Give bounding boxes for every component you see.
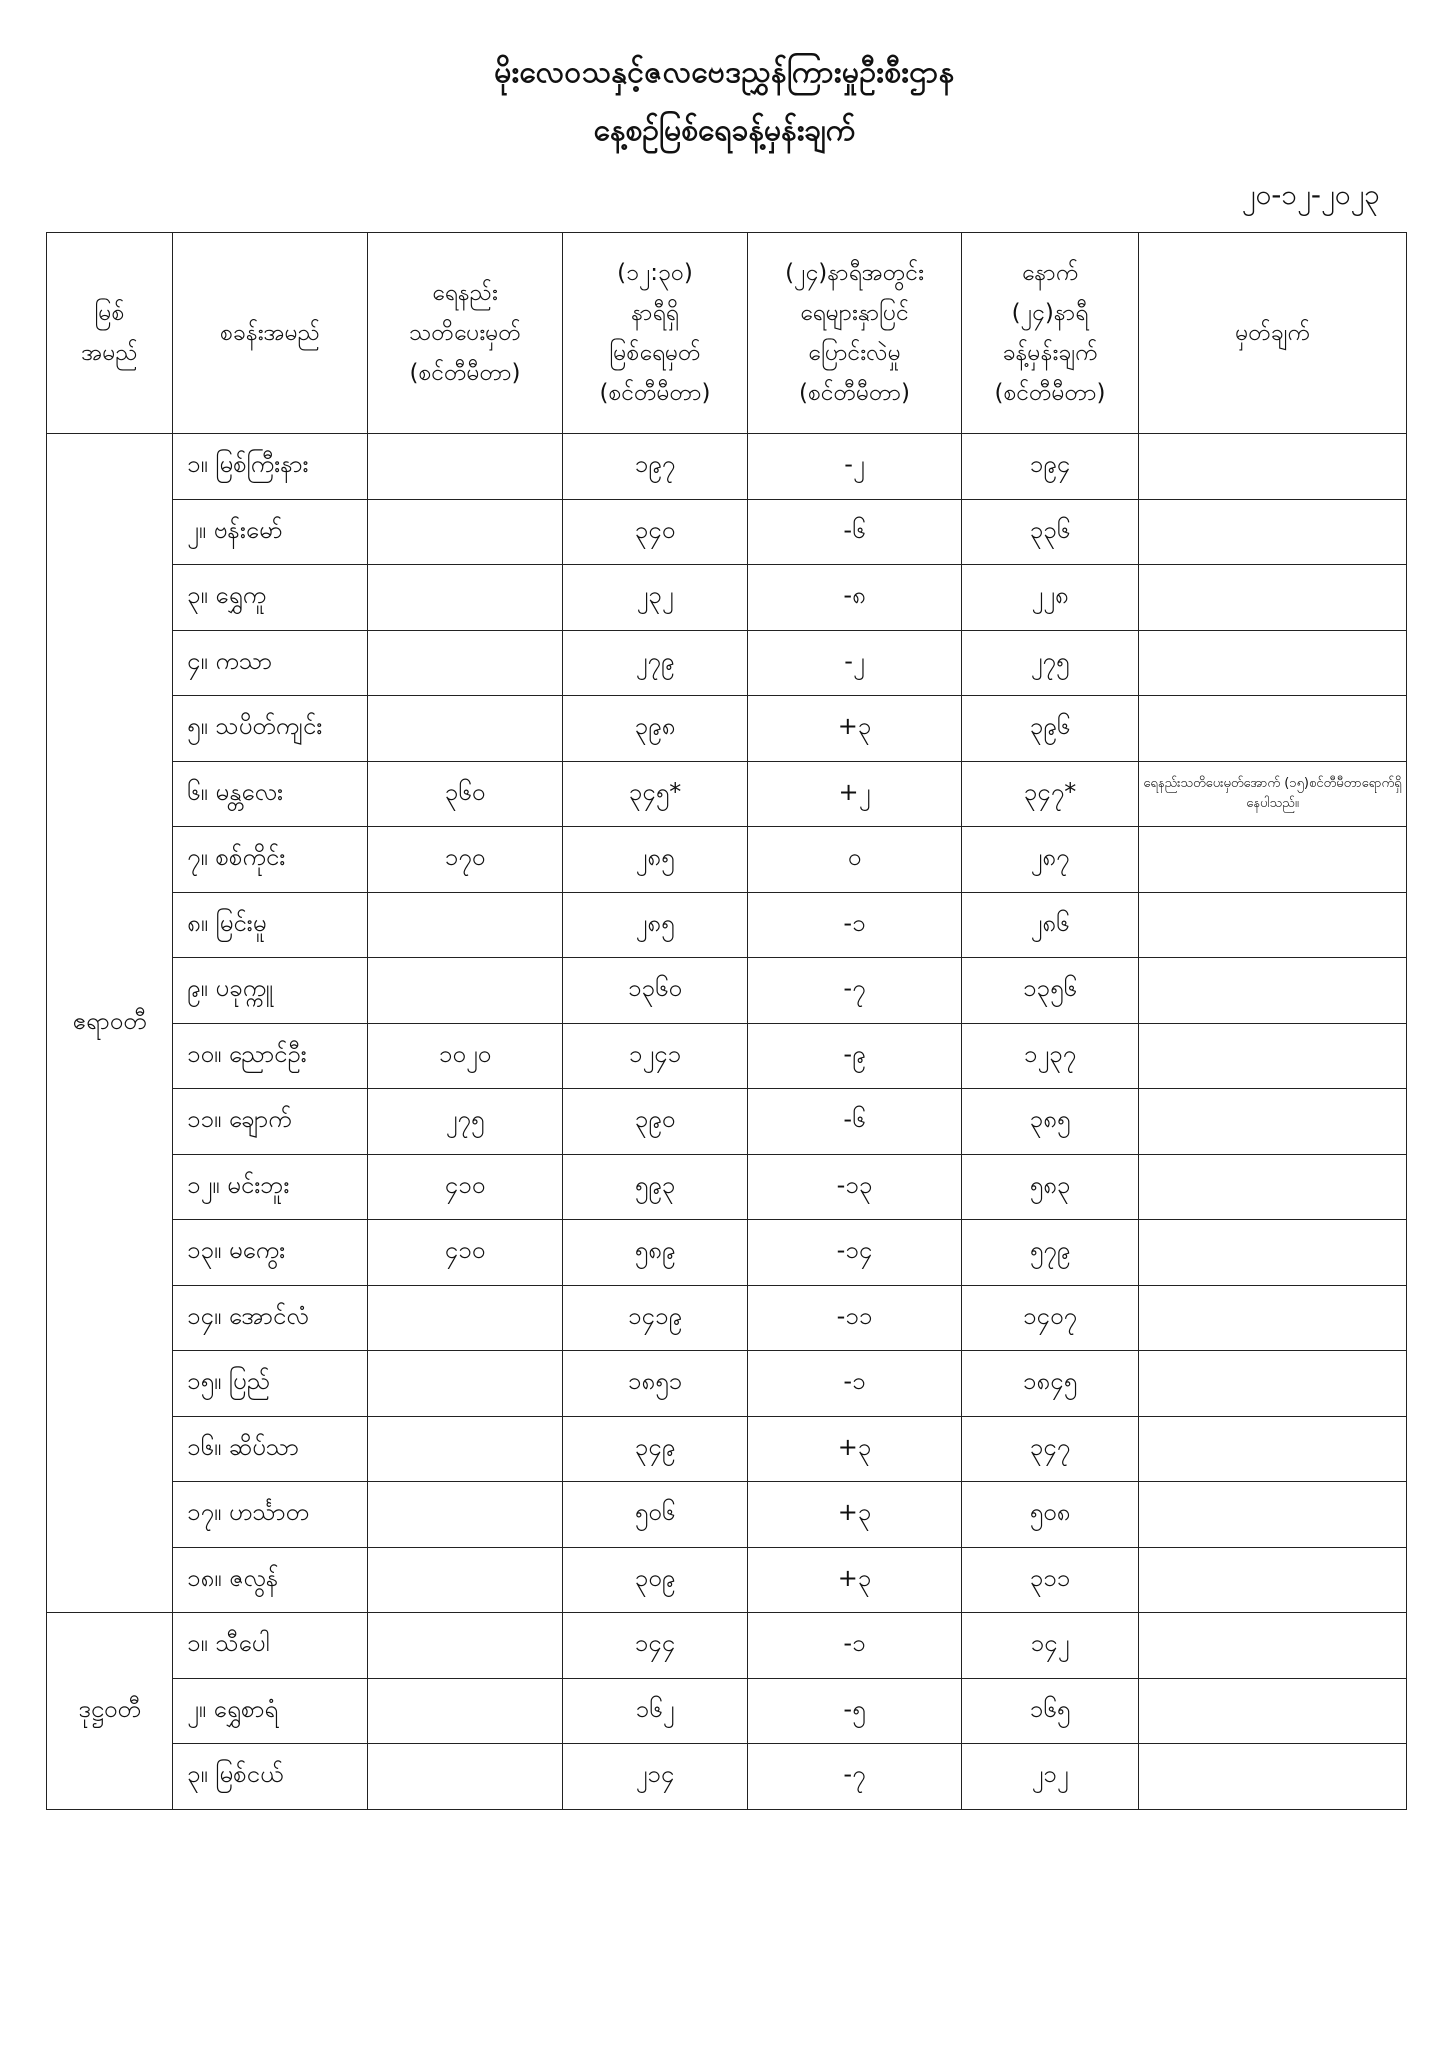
forecast-cell: ၂၈၆ [962,892,1139,958]
danger-level-cell [368,1285,563,1351]
station-cell: ၁၂။ မင်းဘူး [173,1154,368,1220]
remark-cell [1139,1285,1407,1351]
change-cell: -၆ [748,499,962,565]
danger-level-cell [368,1416,563,1482]
danger-level-cell [368,1744,563,1810]
change-cell: -၇ [748,958,962,1024]
table-body [47,434,1407,1810]
change-cell: +၂ [748,761,962,827]
forecast-cell: ၁၃၅၆ [962,958,1139,1024]
table-row [47,1613,1407,1679]
header-remarks: မှတ်ချက် [1139,233,1407,434]
change-cell: -၁ [748,1613,962,1679]
table-row [47,1744,1407,1810]
forecast-cell: ၁၆၅ [962,1678,1139,1744]
station-cell: ၄။ ကသာ [173,630,368,696]
remark-cell [1139,434,1407,500]
header-24h-change: (၂၄)နာရီအတွင်း ရေများနှာပြင် ပြောင်းလဲမှု (စင်တီမီတာ) [748,233,962,434]
forecast-cell: ၂၁၂ [962,1744,1139,1810]
station-cell: ၁၄။ အောင်လံ [173,1285,368,1351]
station-cell: ၁၃။ မကွေး [173,1220,368,1286]
header-station: စခန်းအမည် [173,233,368,434]
forecast-cell: ၁၄၂ [962,1613,1139,1679]
remark-cell [1139,1416,1407,1482]
table-row [47,434,1407,500]
current-level-cell: ၂၈၅ [563,892,748,958]
station-cell: ၁၈။ ဇလွန် [173,1547,368,1613]
danger-level-cell [368,1351,563,1417]
station-cell: ၃။ မြစ်ငယ် [173,1744,368,1810]
header-forecast: နောက် (၂၄)နာရီ ခန့်မှန်းချက် (စင်တီမီတာ) [962,233,1139,434]
remark-cell [1139,892,1407,958]
river-forecast-table [46,232,1407,1810]
station-cell: ၁၅။ ပြည် [173,1351,368,1417]
station-cell: ၁၆။ ဆိပ်သာ [173,1416,368,1482]
current-level-cell: ၂၃၂ [563,565,748,631]
forecast-cell: ၂၂၈ [962,565,1139,631]
remark-cell [1139,1678,1407,1744]
current-level-cell: ၂၁၄ [563,1744,748,1810]
danger-level-cell: ၄၁၀ [368,1220,563,1286]
change-cell: -၆ [748,1089,962,1155]
danger-level-cell [368,696,563,762]
table-header-row [47,233,1407,434]
remark-cell: ရေနည်းသတိပေးမှတ်အောက် (၁၅)စင်တီမီတာရောက်ရှိနေပါသည်။ [1139,761,1407,827]
danger-level-cell [368,565,563,631]
danger-level-cell [368,1547,563,1613]
forecast-cell: ၃၈၅ [962,1089,1139,1155]
current-level-cell: ၃၄၉ [563,1416,748,1482]
danger-level-cell [368,499,563,565]
forecast-cell: ၃၄၇* [962,761,1139,827]
remark-cell [1139,1482,1407,1548]
current-level-cell: ၃၄၀ [563,499,748,565]
current-level-cell: ၃၄၅* [563,761,748,827]
forecast-cell: ၁၄၀၇ [962,1285,1139,1351]
current-level-cell: ၁၄၁၉ [563,1285,748,1351]
table-row [47,892,1407,958]
station-cell: ၇။ စစ်ကိုင်း [173,827,368,893]
danger-level-cell: ၂၇၅ [368,1089,563,1155]
remark-cell [1139,1023,1407,1089]
danger-level-cell [368,892,563,958]
current-level-cell: ၁၄၄ [563,1613,748,1679]
change-cell: -၉ [748,1023,962,1089]
station-cell: ၂။ ဗန်းမော် [173,499,368,565]
table-row [47,696,1407,762]
current-level-cell: ၅၀၆ [563,1482,748,1548]
current-level-cell: ၂၈၅ [563,827,748,893]
danger-level-cell: ၃၆၀ [368,761,563,827]
table-row [47,761,1407,827]
forecast-cell: ၅၀၈ [962,1482,1139,1548]
station-cell: ၁၁။ ချောက် [173,1089,368,1155]
station-cell: ၆။ မန္တလေး [173,761,368,827]
change-cell: -၁၄ [748,1220,962,1286]
current-level-cell: ၁၂၄၁ [563,1023,748,1089]
table-row [47,1547,1407,1613]
river-name-cell: ဧရာဝတီ [47,434,173,1613]
danger-level-cell [368,1678,563,1744]
report-title: မိုးလေဝသနှင့်ဇလဗေဒညွှန်ကြားမှုဦးစီးဌာန [494,55,955,90]
change-cell: -၁၃ [748,1154,962,1220]
remark-cell [1139,1089,1407,1155]
change-cell: +၃ [748,1416,962,1482]
station-cell: ၈။ မြင်းမူ [173,892,368,958]
table-row [47,827,1407,893]
station-cell: ၁။ မြစ်ကြီးနား [173,434,368,500]
station-cell: ၅။ သပိတ်ကျင်း [173,696,368,762]
station-cell: ၃။ ရွှေကူ [173,565,368,631]
danger-level-cell [368,434,563,500]
change-cell: -၁ [748,892,962,958]
current-level-cell: ၅၉၃ [563,1154,748,1220]
remark-cell [1139,1613,1407,1679]
current-level-cell: ၁၉၇ [563,434,748,500]
station-cell: ၁၀။ ညောင်ဦး [173,1023,368,1089]
station-cell: ၁၇။ ဟင်္သာတ [173,1482,368,1548]
change-cell: +၃ [748,1547,962,1613]
table-row [47,630,1407,696]
forecast-cell: ၃၉၆ [962,696,1139,762]
current-level-cell: ၁၆၂ [563,1678,748,1744]
station-cell: ၉။ ပခုက္ကူ [173,958,368,1024]
remark-cell [1139,1220,1407,1286]
danger-level-cell [368,958,563,1024]
remark-cell [1139,630,1407,696]
header-river: မြစ် အမည် [47,233,173,434]
current-level-cell: ၁၃၆၀ [563,958,748,1024]
table-row [47,499,1407,565]
change-cell: -၁၁ [748,1285,962,1351]
change-cell: +၃ [748,696,962,762]
table-row [47,1416,1407,1482]
remark-cell [1139,1351,1407,1417]
change-cell: -၈ [748,565,962,631]
table-row [47,1220,1407,1286]
table-row [47,1285,1407,1351]
change-cell: -၂ [748,630,962,696]
forecast-cell: ၁၈၄၅ [962,1351,1139,1417]
table-row [47,1154,1407,1220]
change-cell: -၇ [748,1744,962,1810]
forecast-cell: ၂၈၇ [962,827,1139,893]
remark-cell [1139,1154,1407,1220]
forecast-cell: ၃၃၆ [962,499,1139,565]
danger-level-cell [368,1613,563,1679]
remark-cell [1139,1744,1407,1810]
report-date: ၂၀-၁၂-၂၀၂၃ [1241,178,1380,211]
remark-cell [1139,1547,1407,1613]
forecast-cell: ၅၇၉ [962,1220,1139,1286]
forecast-cell: ၅၈၃ [962,1154,1139,1220]
table-row [47,1482,1407,1548]
header-danger-level: ရေနည်း သတိပေးမှတ် (စင်တီမီတာ) [368,233,563,434]
header-current-level: (၁၂:၃၀) နာရီရှိ မြစ်ရေမှတ် (စင်တီမီတာ) [563,233,748,434]
current-level-cell: ၁၈၅၁ [563,1351,748,1417]
current-level-cell: ၅၈၉ [563,1220,748,1286]
station-cell: ၁။ သီပေါ [173,1613,368,1679]
change-cell: ၀ [748,827,962,893]
danger-level-cell: ၁၀၂၀ [368,1023,563,1089]
forecast-cell: ၁၉၄ [962,434,1139,500]
change-cell: -၅ [748,1678,962,1744]
report-subtitle: နေ့စဉ်မြစ်ရေခန့်မှန်းချက် [593,113,856,148]
table-row [47,1023,1407,1089]
remark-cell [1139,958,1407,1024]
forecast-cell: ၃၄၇ [962,1416,1139,1482]
table-row [47,1089,1407,1155]
forecast-cell: ၁၂၃၇ [962,1023,1139,1089]
current-level-cell: ၃၉၀ [563,1089,748,1155]
table-row [47,1678,1407,1744]
remark-cell [1139,565,1407,631]
current-level-cell: ၂၇၉ [563,630,748,696]
forecast-cell: ၂၇၅ [962,630,1139,696]
river-name-cell: ဒုဋ္ဌဝတီ [47,1613,173,1810]
station-cell: ၂။ ရွှေစာရံ [173,1678,368,1744]
danger-level-cell: ၁၇၀ [368,827,563,893]
remark-cell [1139,696,1407,762]
remark-cell [1139,827,1407,893]
current-level-cell: ၃၀၉ [563,1547,748,1613]
danger-level-cell [368,630,563,696]
table-row [47,958,1407,1024]
table-row [47,1351,1407,1417]
danger-level-cell: ၄၁၀ [368,1154,563,1220]
table-row [47,565,1407,631]
remark-cell [1139,499,1407,565]
change-cell: -၂ [748,434,962,500]
current-level-cell: ၃၉၈ [563,696,748,762]
danger-level-cell [368,1482,563,1548]
change-cell: +၃ [748,1482,962,1548]
change-cell: -၁ [748,1351,962,1417]
forecast-cell: ၃၁၁ [962,1547,1139,1613]
